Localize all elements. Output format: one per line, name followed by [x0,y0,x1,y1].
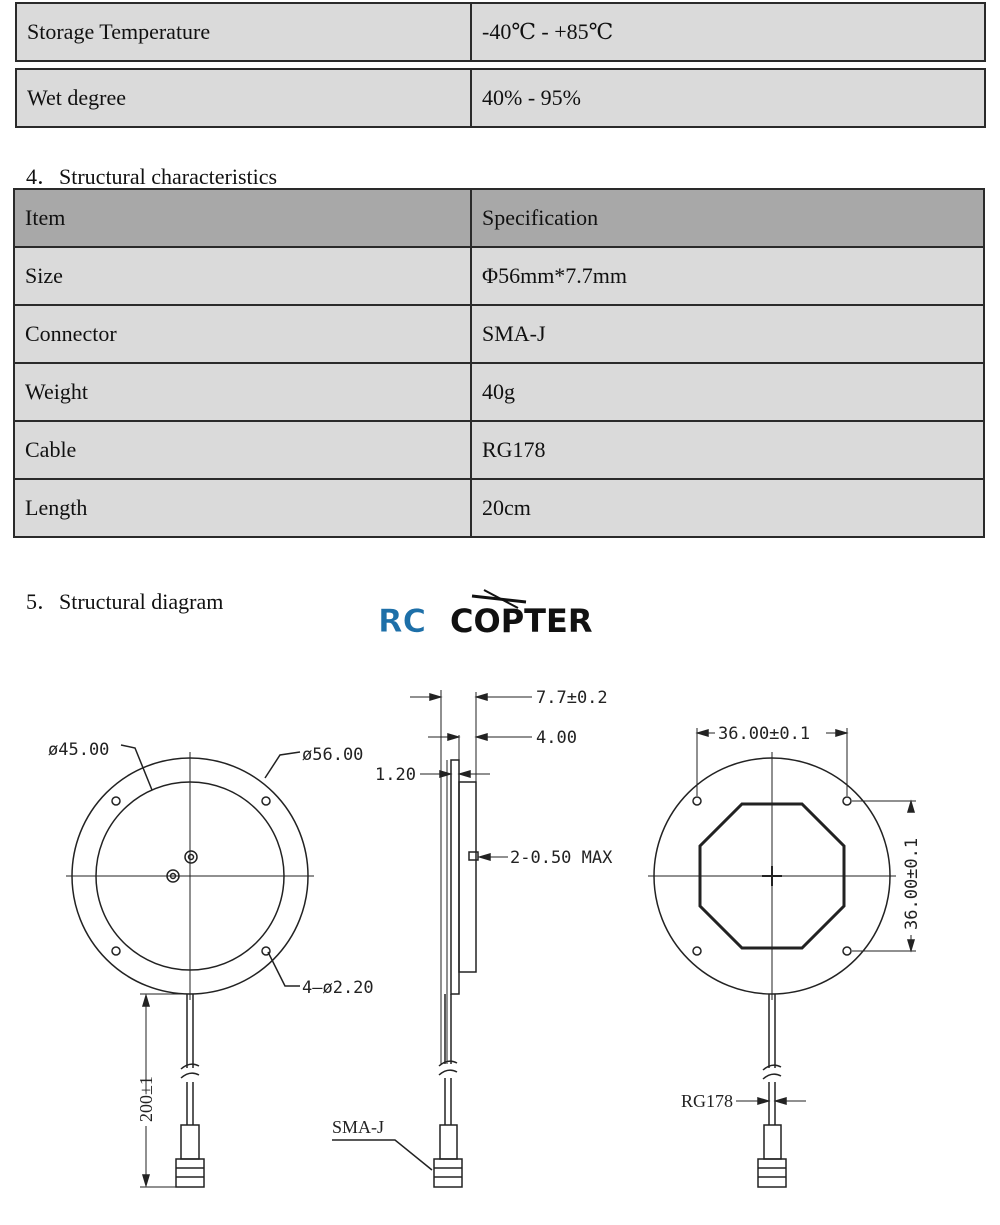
header-spec: Specification [471,189,984,247]
environment-table [15,0,986,134]
env-spec: -40℃ - +85℃ [472,2,986,62]
header-item: Item [14,189,471,247]
side-thickness: 7.7±0.2 [536,688,608,708]
env-item: Storage Temperature [15,2,472,62]
env-spec: 40% - 95% [472,68,986,128]
back-view [648,728,916,1187]
table-row [14,363,984,421]
table-row [15,2,986,62]
row-spec: RG178 [471,421,984,479]
front-inner-diameter: ø45.00 [48,740,110,760]
structural-diagram [0,660,1000,1220]
row-spec: Φ56mm*7.7mm [471,247,984,305]
front-outer-diameter: ø56.00 [302,745,364,765]
table-row [14,247,984,305]
front-view [66,745,314,1187]
table-row [14,421,984,479]
rc-copter-logo [376,588,626,643]
row-item: Weight [14,363,471,421]
front-cable-length: 200±1 [136,1076,156,1122]
table-row [14,479,984,537]
env-item: Wet degree [15,68,472,128]
side-plate-thickness: 1.20 [375,765,416,785]
front-hole-spec: 4–ø2.20 [302,978,374,998]
table-header-row [14,189,984,247]
logo-copter: COPTER [450,602,593,640]
back-spacing-horizontal: 36.00±0.1 [718,724,811,744]
back-cable-label: RG178 [681,1091,734,1111]
logo-rc: RC [378,602,427,640]
row-spec: 20cm [471,479,984,537]
row-item: Connector [14,305,471,363]
row-item: Cable [14,421,471,479]
row-item: Length [14,479,471,537]
back-spacing-vertical: 36.00±0.1 [902,837,922,930]
side-pin-spec: 2-0.50 MAX [510,848,613,868]
side-body-height: 4.00 [536,728,577,748]
side-connector-label: SMA-J [332,1117,385,1137]
table-row [15,68,986,128]
section-4-heading: 4．Structural characteristics [26,164,278,189]
row-spec: SMA-J [471,305,984,363]
row-spec: 40g [471,363,984,421]
row-item: Size [14,247,471,305]
section-5-heading: 5．Structural diagram [26,589,224,614]
table-row [14,305,984,363]
structural-table [13,188,985,538]
